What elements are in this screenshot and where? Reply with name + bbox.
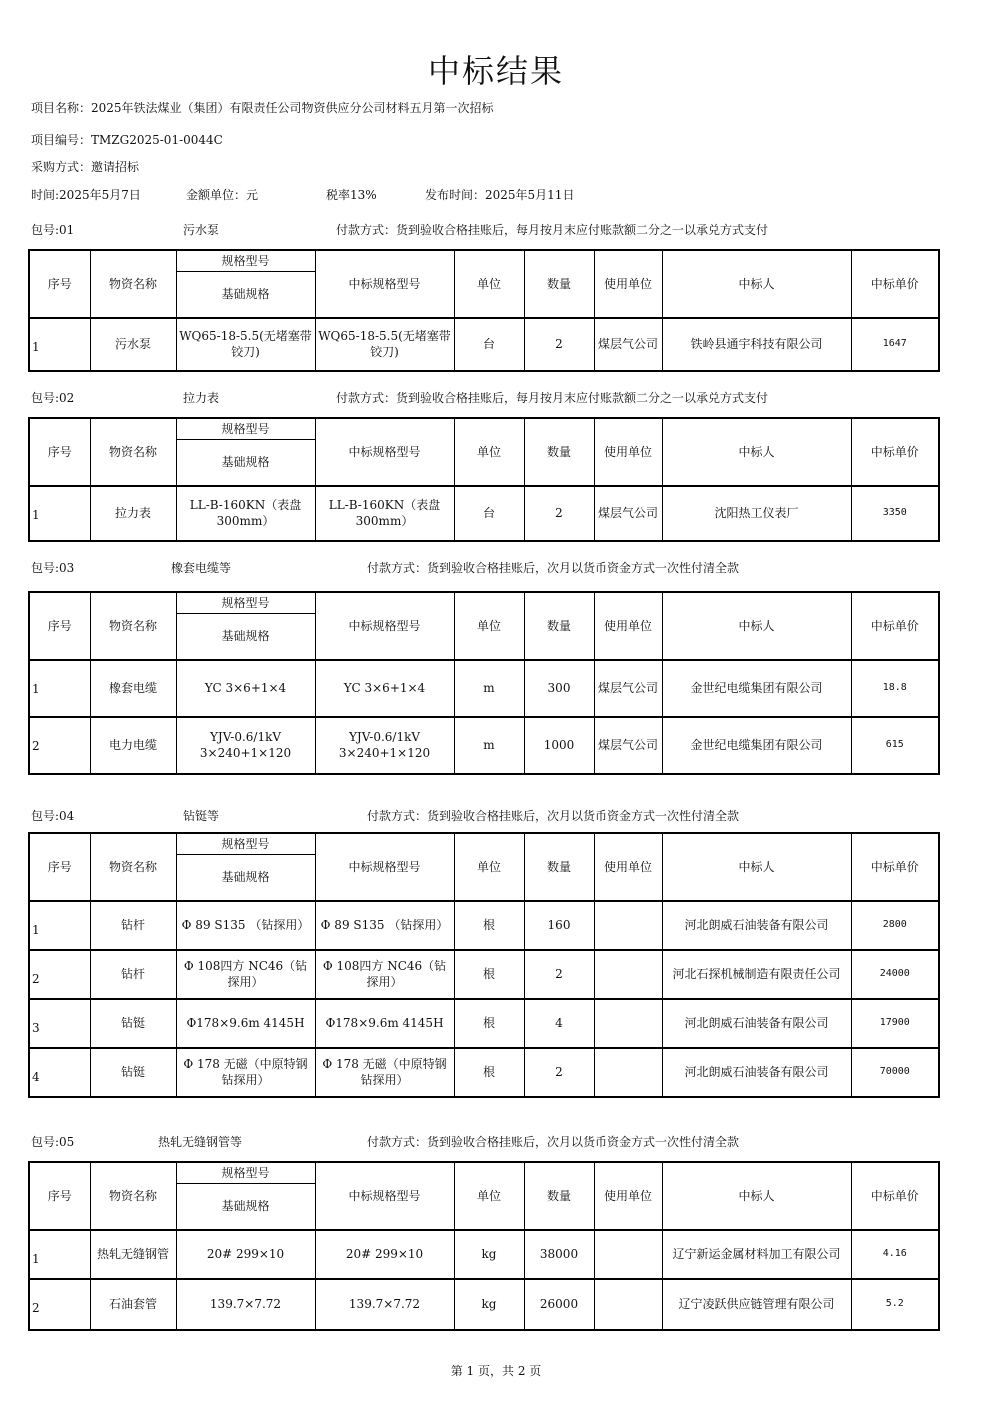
header-bid-spec: 中标规格型号 xyxy=(315,250,454,318)
cell-unit: kg xyxy=(454,1279,524,1330)
cell-qty: 2 xyxy=(524,318,594,371)
header-qty: 数量 xyxy=(524,250,594,318)
table-header-row xyxy=(29,1162,939,1184)
header-seq: 序号 xyxy=(29,418,90,486)
cell-name: 电力电缆 xyxy=(90,717,176,774)
cell-bid-spec: Φ 108四方 NC46（钻探用） xyxy=(315,950,454,999)
cell-seq: 3 xyxy=(29,999,90,1048)
cell-price: 3350 xyxy=(851,486,939,541)
header-price: 中标单价 xyxy=(851,1162,939,1230)
cell-qty: 300 xyxy=(524,660,594,717)
package-table xyxy=(28,417,940,542)
cell-bid-spec: 20# 299×10 xyxy=(315,1230,454,1279)
cell-unit: 台 xyxy=(454,486,524,541)
header-seq: 序号 xyxy=(29,1162,90,1230)
header-spec: 规格型号 xyxy=(176,592,315,614)
header-spec: 规格型号 xyxy=(176,250,315,272)
cell-winner: 河北朗威石油装备有限公司 xyxy=(662,901,851,950)
header-spec: 规格型号 xyxy=(176,418,315,440)
package-number: 包号:02 xyxy=(31,391,75,405)
header-user: 使用单位 xyxy=(594,418,662,486)
cell-name: 钻铤 xyxy=(90,999,176,1048)
header-qty: 数量 xyxy=(524,1162,594,1230)
page-footer: 第 1 页，共 2 页 xyxy=(450,1364,542,1378)
bid-time: 时间:2025年5月7日 xyxy=(31,188,141,202)
cell-user xyxy=(594,1048,662,1097)
package-table xyxy=(28,249,940,372)
cell-winner: 辽宁新运金属材料加工有限公司 xyxy=(662,1230,851,1279)
payment-terms: 付款方式：货到验收合格挂账后，每月按月末应付账款额二分之一以承兑方式支付 xyxy=(336,391,769,405)
table-header-row xyxy=(29,592,939,614)
header-user: 使用单位 xyxy=(594,250,662,318)
cell-bid-spec: YJV-0.6/1kV 3×240+1×120 xyxy=(315,717,454,774)
header-unit: 单位 xyxy=(454,1162,524,1230)
header-seq: 序号 xyxy=(29,250,90,318)
header-base-spec: 基础规格 xyxy=(176,440,315,486)
cell-winner: 河北石探机械制造有限责任公司 xyxy=(662,950,851,999)
header-seq: 序号 xyxy=(29,833,90,901)
header-bid-spec: 中标规格型号 xyxy=(315,418,454,486)
cell-name: 污水泵 xyxy=(90,318,176,371)
table-row xyxy=(29,717,939,774)
cell-qty: 2 xyxy=(524,950,594,999)
cell-base-spec: YC 3×6+1×4 xyxy=(176,660,315,717)
package-name: 橡套电缆等 xyxy=(171,561,232,575)
cell-qty: 38000 xyxy=(524,1230,594,1279)
cell-name: 拉力表 xyxy=(90,486,176,541)
cell-bid-spec: 139.7×7.72 xyxy=(315,1279,454,1330)
cell-unit: m xyxy=(454,717,524,774)
meta-line xyxy=(31,186,575,203)
header-base-spec: 基础规格 xyxy=(176,1184,315,1230)
cell-user xyxy=(594,950,662,999)
header-unit: 单位 xyxy=(454,418,524,486)
table-row xyxy=(29,660,939,717)
cell-base-spec: Φ 89 S135 （钻探用） xyxy=(176,901,315,950)
project-number: 项目编号：TMZG2025-01-0044C xyxy=(31,133,223,147)
project-name: 项目名称：2025年铁法煤业（集团）有限责任公司物资供应分公司材料五月第一次招标 xyxy=(31,101,494,115)
cell-winner: 辽宁凌跃供应链管理有限公司 xyxy=(662,1279,851,1330)
cell-winner: 金世纪电缆集团有限公司 xyxy=(662,660,851,717)
cell-base-spec: WQ65-18-5.5(无堵塞带铰刀) xyxy=(176,318,315,371)
header-unit: 单位 xyxy=(454,250,524,318)
header-bid-spec: 中标规格型号 xyxy=(315,592,454,660)
cell-name: 橡套电缆 xyxy=(90,660,176,717)
cell-seq: 1 xyxy=(29,318,90,371)
table-row xyxy=(29,1230,939,1279)
cell-name: 石油套管 xyxy=(90,1279,176,1330)
cell-seq: 2 xyxy=(29,717,90,774)
cell-seq: 1 xyxy=(29,486,90,541)
cell-price: 615 xyxy=(851,717,939,774)
cell-base-spec: Φ178×9.6m 4145H xyxy=(176,999,315,1048)
cell-price: 5.2 xyxy=(851,1279,939,1330)
table-row xyxy=(29,318,939,371)
package-number: 包号:04 xyxy=(31,809,75,823)
cell-user xyxy=(594,1279,662,1330)
header-spec: 规格型号 xyxy=(176,833,315,855)
cell-user: 煤层气公司 xyxy=(594,486,662,541)
cell-unit: 根 xyxy=(454,1048,524,1097)
cell-price: 17900 xyxy=(851,999,939,1048)
cell-qty: 1000 xyxy=(524,717,594,774)
header-user: 使用单位 xyxy=(594,592,662,660)
table-row xyxy=(29,1048,939,1097)
cell-price: 18.8 xyxy=(851,660,939,717)
header-winner: 中标人 xyxy=(662,418,851,486)
cell-user xyxy=(594,999,662,1048)
package-name: 拉力表 xyxy=(183,391,220,405)
cell-seq: 2 xyxy=(29,1279,90,1330)
cell-seq: 1 xyxy=(29,660,90,717)
cell-qty: 26000 xyxy=(524,1279,594,1330)
package-table xyxy=(28,591,940,775)
payment-terms: 付款方式：货到验收合格挂账后，次月以货币资金方式一次性付清全款 xyxy=(367,561,740,575)
cell-winner: 河北朗威石油装备有限公司 xyxy=(662,1048,851,1097)
header-name: 物资名称 xyxy=(90,418,176,486)
cell-qty: 2 xyxy=(524,486,594,541)
table-header-row xyxy=(29,418,939,440)
package-name: 热轧无缝钢管等 xyxy=(158,1135,243,1149)
header-bid-spec: 中标规格型号 xyxy=(315,1162,454,1230)
cell-base-spec: 139.7×7.72 xyxy=(176,1279,315,1330)
cell-name: 钻杆 xyxy=(90,950,176,999)
page-title: 中标结果 xyxy=(427,52,564,90)
cell-seq: 4 xyxy=(29,1048,90,1097)
header-seq: 序号 xyxy=(29,592,90,660)
table-row xyxy=(29,950,939,999)
header-base-spec: 基础规格 xyxy=(176,614,315,660)
header-user: 使用单位 xyxy=(594,833,662,901)
cell-base-spec: LL-B-160KN（表盘300mm） xyxy=(176,486,315,541)
header-winner: 中标人 xyxy=(662,250,851,318)
header-price: 中标单价 xyxy=(851,418,939,486)
header-price: 中标单价 xyxy=(851,833,939,901)
payment-terms: 付款方式：货到验收合格挂账后，每月按月末应付账款额二分之一以承兑方式支付 xyxy=(336,223,769,237)
cell-winner: 铁岭县通宇科技有限公司 xyxy=(662,318,851,371)
package-name: 污水泵 xyxy=(183,223,220,237)
cell-name: 钻杆 xyxy=(90,901,176,950)
cell-user: 煤层气公司 xyxy=(594,318,662,371)
cell-bid-spec: LL-B-160KN（表盘300mm） xyxy=(315,486,454,541)
cell-seq: 1 xyxy=(29,1230,90,1279)
header-name: 物资名称 xyxy=(90,592,176,660)
package-table xyxy=(28,832,940,1098)
header-spec: 规格型号 xyxy=(176,1162,315,1184)
tax-rate: 税率13% xyxy=(326,188,377,202)
cell-price: 4.16 xyxy=(851,1230,939,1279)
table-row xyxy=(29,1279,939,1330)
cell-base-spec: YJV-0.6/1kV 3×240+1×120 xyxy=(176,717,315,774)
table-row xyxy=(29,901,939,950)
cell-price: 1647 xyxy=(851,318,939,371)
header-winner: 中标人 xyxy=(662,592,851,660)
header-base-spec: 基础规格 xyxy=(176,272,315,318)
header-qty: 数量 xyxy=(524,833,594,901)
header-name: 物资名称 xyxy=(90,1162,176,1230)
cell-bid-spec: WQ65-18-5.5(无堵塞带铰刀) xyxy=(315,318,454,371)
cell-user xyxy=(594,1230,662,1279)
payment-terms: 付款方式：货到验收合格挂账后，次月以货币资金方式一次性付清全款 xyxy=(367,1135,740,1149)
table-header-row xyxy=(29,250,939,272)
table-row xyxy=(29,486,939,541)
header-qty: 数量 xyxy=(524,418,594,486)
cell-qty: 4 xyxy=(524,999,594,1048)
cell-user xyxy=(594,901,662,950)
header-user: 使用单位 xyxy=(594,1162,662,1230)
header-name: 物资名称 xyxy=(90,250,176,318)
cell-base-spec: 20# 299×10 xyxy=(176,1230,315,1279)
payment-terms: 付款方式：货到验收合格挂账后，次月以货币资金方式一次性付清全款 xyxy=(367,809,740,823)
cell-unit: 根 xyxy=(454,999,524,1048)
header-qty: 数量 xyxy=(524,592,594,660)
table-row xyxy=(29,999,939,1048)
cell-price: 70000 xyxy=(851,1048,939,1097)
cell-unit: 根 xyxy=(454,950,524,999)
cell-unit: 根 xyxy=(454,901,524,950)
cell-winner: 河北朗威石油装备有限公司 xyxy=(662,999,851,1048)
publish-time: 发布时间：2025年5月11日 xyxy=(425,188,575,202)
cell-bid-spec: Φ 89 S135 （钻探用） xyxy=(315,901,454,950)
cell-unit: kg xyxy=(454,1230,524,1279)
cell-unit: m xyxy=(454,660,524,717)
cell-bid-spec: Φ 178 无磁（中原特钢 钻探用） xyxy=(315,1048,454,1097)
header-price: 中标单价 xyxy=(851,250,939,318)
package-number: 包号:03 xyxy=(31,561,75,575)
cell-price: 24000 xyxy=(851,950,939,999)
purchase-method: 采购方式：邀请招标 xyxy=(31,160,140,174)
cell-seq: 1 xyxy=(29,901,90,950)
cell-base-spec: Φ 108四方 NC46（钻探用） xyxy=(176,950,315,999)
cell-qty: 160 xyxy=(524,901,594,950)
cell-user: 煤层气公司 xyxy=(594,660,662,717)
cell-name: 钻铤 xyxy=(90,1048,176,1097)
cell-seq: 2 xyxy=(29,950,90,999)
header-unit: 单位 xyxy=(454,592,524,660)
header-winner: 中标人 xyxy=(662,1162,851,1230)
header-bid-spec: 中标规格型号 xyxy=(315,833,454,901)
table-header-row xyxy=(29,833,939,855)
cell-base-spec: Φ 178 无磁（中原特钢 钻探用） xyxy=(176,1048,315,1097)
header-price: 中标单价 xyxy=(851,592,939,660)
cell-winner: 沈阳热工仪表厂 xyxy=(662,486,851,541)
header-winner: 中标人 xyxy=(662,833,851,901)
amount-unit: 金额单位：元 xyxy=(186,188,259,202)
cell-qty: 2 xyxy=(524,1048,594,1097)
cell-name: 热轧无缝钢管 xyxy=(90,1230,176,1279)
cell-price: 2800 xyxy=(851,901,939,950)
package-number: 包号:01 xyxy=(31,223,75,237)
cell-bid-spec: Φ178×9.6m 4145H xyxy=(315,999,454,1048)
header-name: 物资名称 xyxy=(90,833,176,901)
header-unit: 单位 xyxy=(454,833,524,901)
cell-user: 煤层气公司 xyxy=(594,717,662,774)
header-base-spec: 基础规格 xyxy=(176,855,315,901)
package-table xyxy=(28,1161,940,1331)
package-number: 包号:05 xyxy=(31,1135,75,1149)
cell-bid-spec: YC 3×6+1×4 xyxy=(315,660,454,717)
cell-unit: 台 xyxy=(454,318,524,371)
cell-winner: 金世纪电缆集团有限公司 xyxy=(662,717,851,774)
package-name: 钻铤等 xyxy=(183,809,220,823)
